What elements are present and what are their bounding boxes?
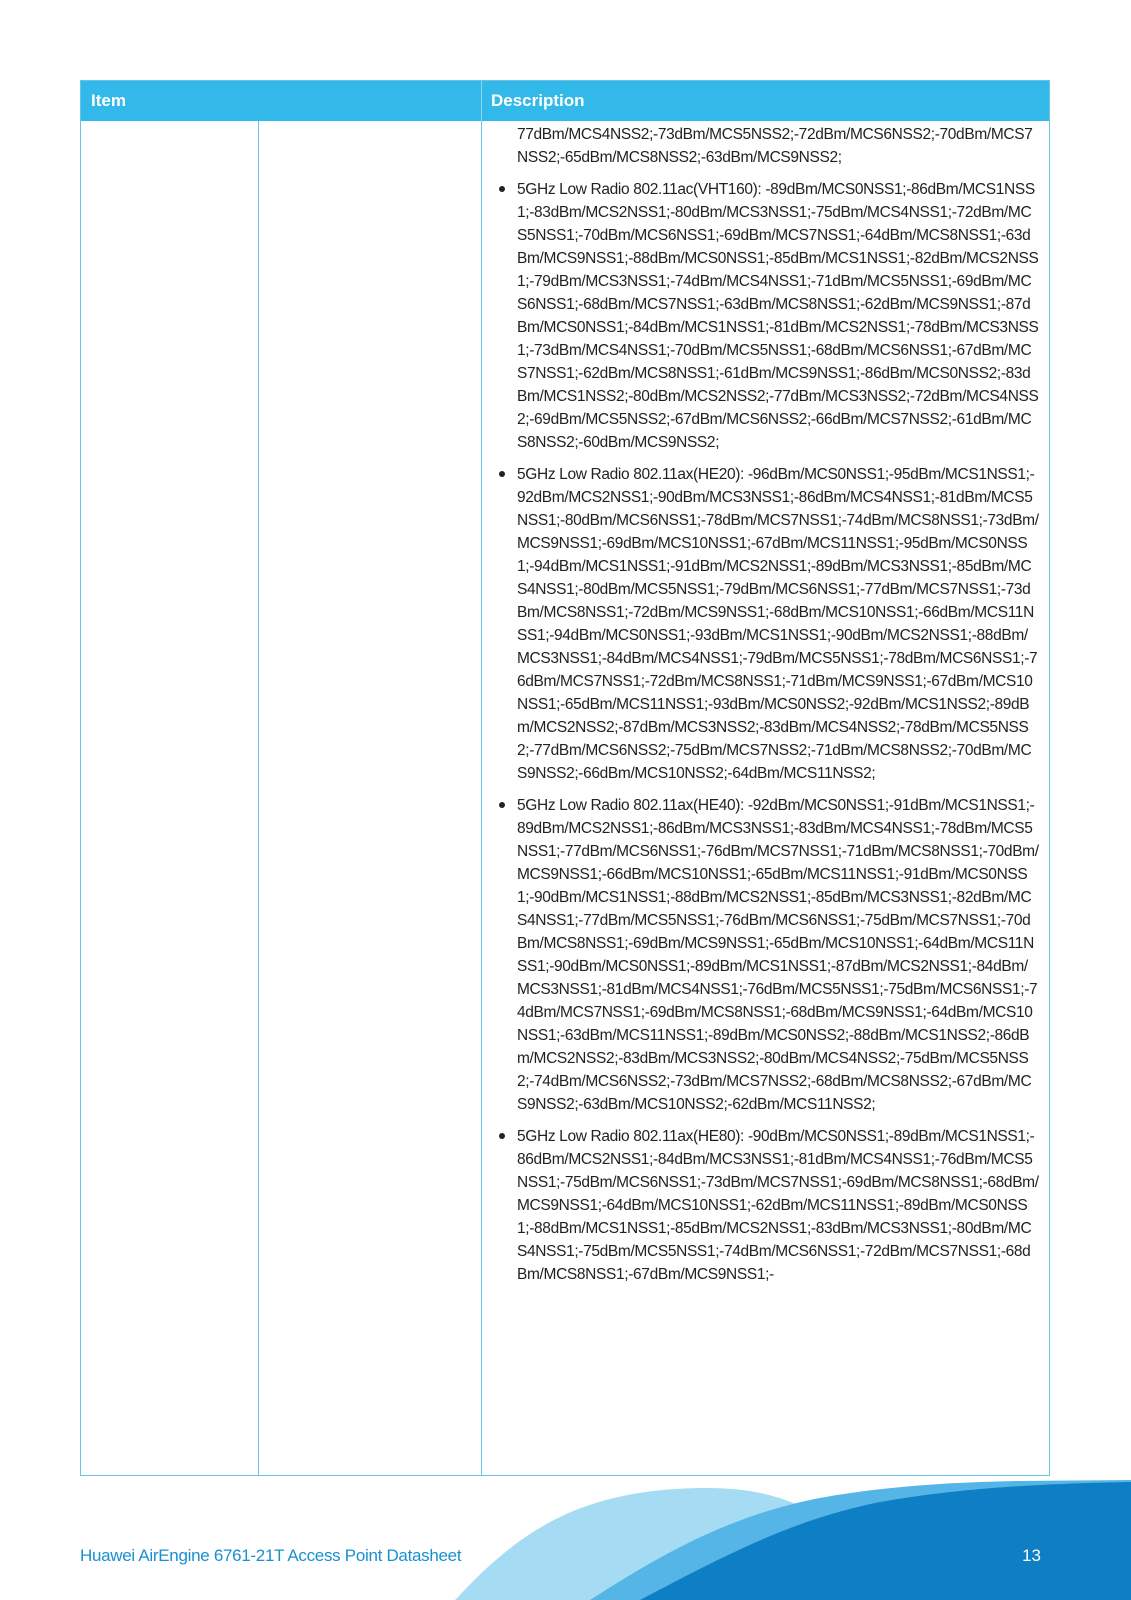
footer-wave-graphic <box>0 1470 1131 1600</box>
bullet-text: 5GHz Low Radio 802.11ax(HE20): -96dBm/MCS0NSS1;-95dBm/MCS1NSS1;-92dBm/MCS2NSS1;-90dBm/MCS3NSS1;-86dBm/MCS4NSS1;-81dBm/MCS5NSS1;-80dBm/MCS6NSS1;-78dBm/MCS7NSS1;-74dBm/MCS8NSS1;-73dBm/MCS9NSS1;-69dBm/MCS10NSS1;-67dBm/MCS11NSS1;-95dBm/MCS0NSS1;-94dBm/MCS1NSS1;-91dBm/MCS2NSS1;-89dBm/MCS3NSS1;-85dBm/MCS4NSS1;-80dBm/MCS5NSS1;-79dBm/MCS6NSS1;-77dBm/MCS7NSS1;-73dBm/MCS8NSS1;-72dBm/MCS9NSS1;-68dBm/MCS10NSS1;-66dBm/MCS11NSS1;-94dBm/MCS0NSS1;-93dBm/MCS1NSS1;-90dBm/MCS2NSS1;-88dBm/MCS3NSS1;-84dBm/MCS4NSS1;-79dBm/MCS5NSS1;-78dBm/MCS6NSS1;-76dBm/MCS7NSS1;-72dBm/MCS8NSS1;-71dBm/MCS9NSS1;-67dBm/MCS10NSS1;-65dBm/MCS11NSS1;-93dBm/MCS0NSS2;-92dBm/MCS1NSS2;-89dBm/MCS2NSS2;-87dBm/MCS3NSS2;-83dBm/MCS4NSS2;-78dBm/MCS5NSS2;-77dBm/MCS6NSS2;-75dBm/MCS7NSS2;-71dBm/MCS8NSS2;-70dBm/MCS9NSS2;-66dBm/MCS10NSS2;-64dBm/MCS11NSS2; <box>517 466 1039 782</box>
column-divider-2 <box>481 121 482 1475</box>
footer-document-title: Huawei AirEngine 6761-21T Access Point Datasheet <box>80 1546 462 1565</box>
list-item <box>491 1125 1039 1286</box>
list-item <box>491 463 1039 785</box>
table-header <box>81 81 1049 121</box>
list-item <box>491 178 1039 454</box>
list-item <box>491 794 1039 1116</box>
bullet-icon <box>499 802 505 808</box>
column-divider-1 <box>258 121 259 1475</box>
page-number: 13 <box>1022 1546 1041 1565</box>
bullet-text: 5GHz Low Radio 802.11ax(HE80): -90dBm/MCS0NSS1;-89dBm/MCS1NSS1;-86dBm/MCS2NSS1;-84dBm/MCS3NSS1;-81dBm/MCS4NSS1;-76dBm/MCS5NSS1;-75dBm/MCS6NSS1;-73dBm/MCS7NSS1;-69dBm/MCS8NSS1;-68dBm/MCS9NSS1;-64dBm/MCS10NSS1;-62dBm/MCS11NSS1;-89dBm/MCS0NSS1;-88dBm/MCS1NSS1;-85dBm/MCS2NSS1;-83dBm/MCS3NSS1;-80dBm/MCS4NSS1;-75dBm/MCS5NSS1;-74dBm/MCS6NSS1;-72dBm/MCS7NSS1;-68dBm/MCS8NSS1;-67dBm/MCS9NSS1;- <box>517 1128 1039 1283</box>
bullet-icon <box>499 471 505 477</box>
bullet-text: 5GHz Low Radio 802.11ac(VHT160): -89dBm/MCS0NSS1;-86dBm/MCS1NSS1;-83dBm/MCS2NSS1;-80dBm/MCS3NSS1;-75dBm/MCS4NSS1;-72dBm/MCS5NSS1;-70dBm/MCS6NSS1;-69dBm/MCS7NSS1;-64dBm/MCS8NSS1;-63dBm/MCS9NSS1;-88dBm/MCS0NSS1;-85dBm/MCS1NSS1;-82dBm/MCS2NSS1;-79dBm/MCS3NSS1;-74dBm/MCS4NSS1;-71dBm/MCS5NSS1;-69dBm/MCS6NSS1;-68dBm/MCS7NSS1;-63dBm/MCS8NSS1;-62dBm/MCS9NSS1;-87dBm/MCS0NSS1;-84dBm/MCS1NSS1;-81dBm/MCS2NSS1;-78dBm/MCS3NSS1;-73dBm/MCS4NSS1;-70dBm/MCS5NSS1;-68dBm/MCS6NSS1;-67dBm/MCS7NSS1;-62dBm/MCS8NSS1;-61dBm/MCS9NSS1;-86dBm/MCS0NSS2;-83dBm/MCS1NSS2;-80dBm/MCS2NSS2;-77dBm/MCS3NSS2;-72dBm/MCS4NSS2;-69dBm/MCS5NSS2;-67dBm/MCS6NSS2;-66dBm/MCS7NSS2;-61dBm/MCS8NSS2;-60dBm/MCS9NSS2; <box>517 181 1039 451</box>
continued-text: 77dBm/MCS4NSS2;-73dBm/MCS5NSS2;-72dBm/MCS6NSS2;-70dBm/MCS7NSS2;-65dBm/MCS8NSS2;-63dBm/MCS9NSS2; <box>517 126 1033 166</box>
bullet-text: 5GHz Low Radio 802.11ax(HE40): -92dBm/MCS0NSS1;-91dBm/MCS1NSS1;-89dBm/MCS2NSS1;-86dBm/MCS3NSS1;-83dBm/MCS4NSS1;-78dBm/MCS5NSS1;-77dBm/MCS6NSS1;-76dBm/MCS7NSS1;-71dBm/MCS8NSS1;-70dBm/MCS9NSS1;-66dBm/MCS10NSS1;-65dBm/MCS11NSS1;-91dBm/MCS0NSS1;-90dBm/MCS1NSS1;-88dBm/MCS2NSS1;-85dBm/MCS3NSS1;-82dBm/MCS4NSS1;-77dBm/MCS5NSS1;-76dBm/MCS6NSS1;-75dBm/MCS7NSS1;-70dBm/MCS8NSS1;-69dBm/MCS9NSS1;-65dBm/MCS10NSS1;-64dBm/MCS11NSS1;-90dBm/MCS0NSS1;-89dBm/MCS1NSS1;-87dBm/MCS2NSS1;-84dBm/MCS3NSS1;-81dBm/MCS4NSS1;-76dBm/MCS5NSS1;-75dBm/MCS6NSS1;-74dBm/MCS7NSS1;-69dBm/MCS8NSS1;-68dBm/MCS9NSS1;-64dBm/MCS10NSS1;-63dBm/MCS11NSS1;-89dBm/MCS0NSS2;-88dBm/MCS1NSS2;-86dBm/MCS2NSS2;-83dBm/MCS3NSS2;-80dBm/MCS4NSS2;-75dBm/MCS5NSS2;-74dBm/MCS6NSS2;-73dBm/MCS7NSS2;-68dBm/MCS8NSS2;-67dBm/MCS9NSS2;-63dBm/MCS10NSS2;-62dBm/MCS11NSS2; <box>517 797 1039 1113</box>
column-header-item: Item <box>91 91 126 110</box>
description-cell <box>491 123 1039 1475</box>
bullet-icon <box>499 1133 505 1139</box>
spec-table <box>80 80 1050 1476</box>
header-divider <box>481 81 482 121</box>
bullet-icon <box>499 186 505 192</box>
column-header-description: Description <box>491 91 585 110</box>
